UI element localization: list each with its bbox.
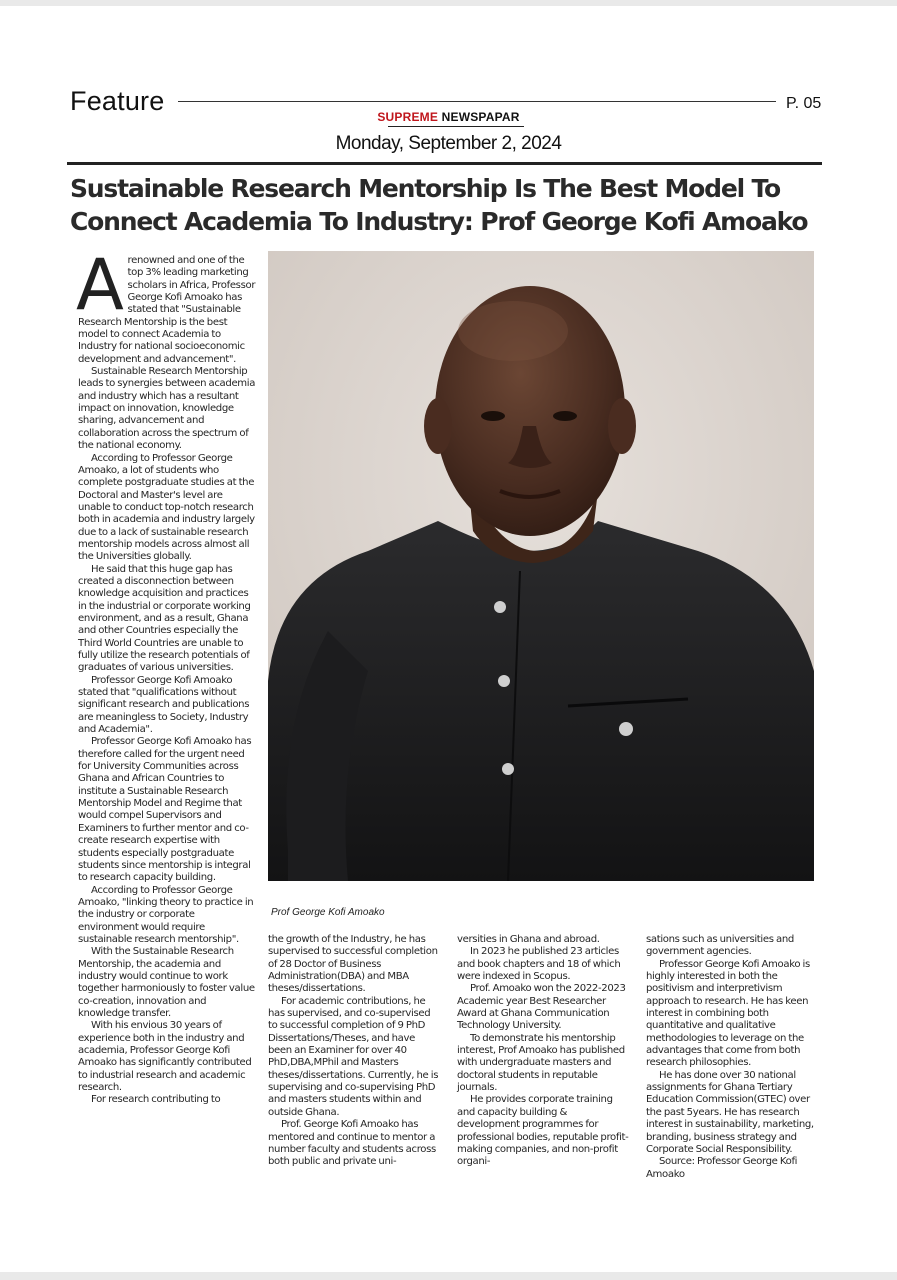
- headline-line-2: Connect Academia To Industry: Prof George Kofi Amoako: [70, 207, 808, 236]
- paragraph: He said that this huge gap has created a disconnection between knowledge acquisition and practices in the industrial or corporate working environment, and as a result, Ghana and other Countries especially the Third World Countries are unable to fully utilize the research potentials of graduates of various universities.: [78, 563, 251, 674]
- photo-caption: Prof George Kofi Amoako: [271, 907, 385, 918]
- paragraph: Prof. George Kofi Amoako has mentored and continue to mentor a number faculty and students across both public and private uni-: [268, 1119, 436, 1168]
- paragraph: renowned and one of the top 3% leading marketing scholars in Africa, Professor George Kofi Amoako has stated that "Sustainable Research Mentorship is the best model to connect Academia to Industry for national socioeconomic development and advancement".: [78, 255, 256, 365]
- paragraph: For research contributing to: [91, 1094, 221, 1106]
- paragraph: With the Sustainable Research Mentorship, the academia and industry would continue to work together harmoniously to foster value co-creation, innovation and knowledge transfer.: [78, 946, 255, 1019]
- article-column-4: [646, 934, 822, 1181]
- masthead: [0, 110, 897, 124]
- article-column-3: [457, 934, 629, 1169]
- paragraph: Source: Professor George Kofi Amoako: [646, 1156, 798, 1180]
- masthead-brand-black: NEWSPAPAR: [441, 110, 520, 124]
- page-number: P. 05: [786, 95, 822, 112]
- paragraph: Professor George Kofi Amoako is highly interested in both the positivism and interpretivism approach to research. He has keen interest in combining both quantitative and qualitative methodologies to leverage on the advantages that come from both research philosophies.: [646, 958, 810, 1069]
- section-label: Feature: [70, 86, 165, 116]
- paragraph: According to Professor George Amoako, "linking theory to practice in the industry or corporate environment would require sustainable research mentorship".: [78, 884, 254, 945]
- paragraph: Prof. Amoako won the 2022-2023 Academic year Best Researcher Award at Ghana Communication Technology University.: [457, 983, 626, 1032]
- headline-line-1: Sustainable Research Mentorship Is The Best Model To: [70, 174, 780, 203]
- dateline: Monday, September 2, 2024: [335, 133, 562, 154]
- paragraph: the growth of the Industry, he has supervised to successful completion of 28 Doctor of Business Administration(DBA) and MBA theses/dissertations.: [268, 934, 438, 995]
- paragraph: Professor George Kofi Amoako stated that "qualifications without significant research and publications are meaningless to Society, Industry and Academia".: [78, 674, 250, 736]
- paragraph: For academic contributions, he has supervised, and co-supervised to successful completion of 9 PhD Dissertations/Theses, and have been an Examiner for over 40 PhD,DBA,MPhil and Masters theses/dissertations. Currently, he is supervising and co-supervising PhD and masters students within and outside Ghana.: [268, 995, 439, 1118]
- paragraph: Professor George Kofi Amoako has therefore called for the urgent need for University Communities across Ghana and African Countries to institute a Sustainable Research Mentorship Model and Regime that would compel Supervisors and Examiners to further mentor and co-create research expertise with students especially postgraduate students since mentorship is integral to research capacity building.: [78, 736, 252, 884]
- portrait-photo: [268, 251, 814, 881]
- paragraph: According to Professor George Amoako, a lot of students who complete postgraduate studies at the Doctoral and Master's level are unable to conduct top-notch research both in academia and industry largely due to a lack of sustainable research mentorship models across almost all the Universities globally.: [78, 452, 255, 563]
- paragraph: He has done over 30 national assignments for Ghana Tertiary Education Commission(GTEC) over the past 5years. He has research interest in sustainability, marketing, branding, business strategy and Corporate Social Responsibility.: [646, 1069, 814, 1155]
- article-column-2: [268, 934, 440, 1169]
- headline: [70, 172, 840, 238]
- headline-rule: [67, 162, 822, 165]
- header-rule: [178, 101, 776, 102]
- newspaper-page: [0, 6, 897, 1272]
- paragraph: sations such as universities and government agencies.: [646, 934, 794, 958]
- portrait-illustration: [268, 251, 814, 881]
- paragraph: versities in Ghana and abroad.: [457, 934, 600, 945]
- paragraph: He provides corporate training and capacity building & development programmes for professional bodies, reputable profit-making companies, and non-profit organi-: [457, 1094, 629, 1168]
- masthead-brand-red: SUPREME: [377, 110, 439, 124]
- masthead-underline: [388, 126, 524, 127]
- drop-cap: A: [76, 244, 124, 326]
- paragraph: Sustainable Research Mentorship leads to synergies between academia and industry which has a resultant impact on innovation, knowledge sharing, advancement and collaboration across the spectrum of the national economy.: [78, 366, 256, 452]
- article-column-1: [76, 244, 256, 1107]
- paragraph: In 2023 he published 23 articles and book chapters and 18 of which were indexed in Scopus.: [457, 946, 621, 983]
- paragraph: To demonstrate his mentorship interest, Prof Amoako has published with undergraduate masters and doctoral students in reputable journals.: [457, 1032, 625, 1094]
- paragraph: With his envious 30 years of experience both in the industry and academia, Professor George Kofi Amoako has significantly contributed to industrial research and academic research.: [78, 1020, 252, 1094]
